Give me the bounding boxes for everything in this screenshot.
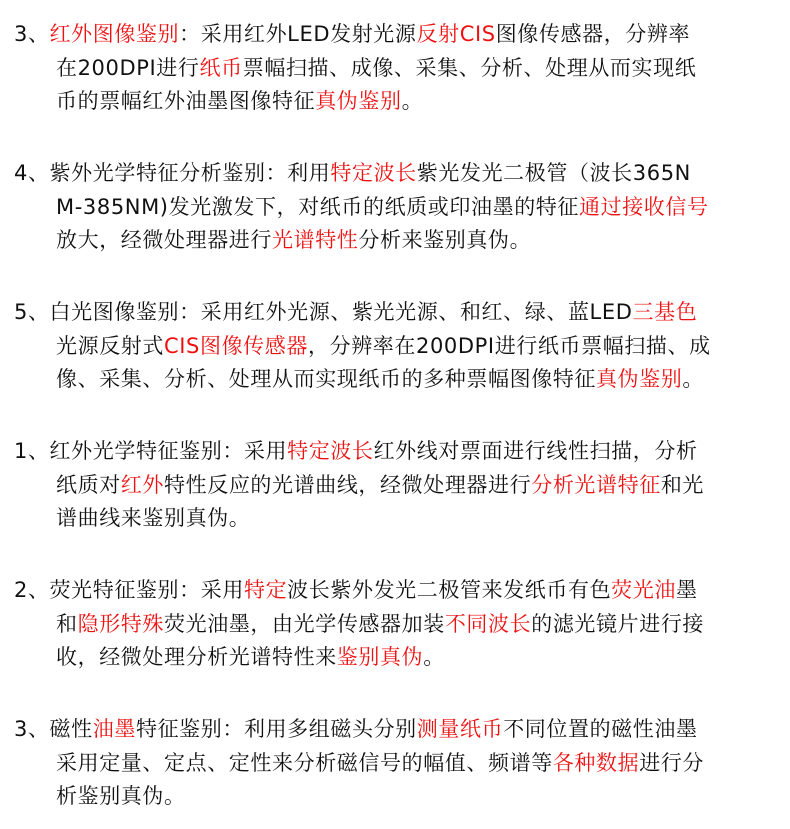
highlighted-text: 通过接收信号 [579,194,709,219]
body-text: 票幅扫描、成像、采集、分析、处理从而实现纸 [242,55,697,80]
highlighted-text: 红外图像鉴别 [49,22,180,46]
highlighted-text: 纸币 [199,55,243,80]
text-line [14,85,782,119]
highlighted-text: 分析光谱特征 [531,472,661,497]
highlighted-text: 荧光油 [611,578,676,602]
body-text: 。 [401,89,424,113]
highlighted-text: 特定波长 [287,439,374,463]
text-line [14,52,782,86]
body-text: 和 [56,611,78,636]
text-line [14,296,782,330]
text-line [14,469,782,503]
highlighted-text: 真伪鉴别 [596,367,683,391]
text-line [14,502,782,536]
text-line [14,713,782,747]
body-text: 币的票幅红外油墨图像特征 [56,89,316,113]
body-text: 紫光发光二极管（波长365N [416,161,691,185]
body-text: 放大，经微处理器进行 [56,228,272,252]
body-text: ：采用红外LED发射光源 [179,22,417,46]
section-ultraviolet-optical [14,157,782,258]
body-text: 收，经微处理分析光谱特性来 [56,645,337,669]
text-line [14,435,782,469]
body-text: 分析来鉴别真伪。 [358,228,532,252]
body-text: 3、 [14,22,50,46]
text-line [14,641,782,675]
text-line [14,157,782,191]
section-infrared-optical [14,435,782,536]
text-line [14,780,782,814]
body-text: M-385NM)发光激发下，对纸币的纸质或印油墨的特征 [56,194,579,219]
highlighted-text: 油墨 [92,717,136,741]
body-text: 荧光油墨，由光学传感器加装 [164,611,445,636]
text-line [14,747,782,781]
body-text: 和光 [660,472,705,497]
highlighted-text: 不同波长 [444,611,532,636]
body-text: 纸质对 [56,472,121,497]
text-line [14,18,782,52]
body-text: 墨 [675,578,698,602]
body-text: 不同位置的磁性油墨 [503,717,698,741]
highlighted-text: 特定 [243,578,288,602]
body-text: 析鉴别真伪。 [56,784,186,808]
text-line [14,574,782,608]
body-text: 的滤光镜片进行接 [531,611,705,636]
text-line [14,191,782,225]
text-line [14,608,782,642]
body-text: 3、磁性 [14,717,93,741]
body-text: 特征鉴别：利用多组磁头分别 [135,717,417,741]
section-red-infrared-image [14,18,782,119]
body-text: 1、红外光学特征鉴别：采用 [14,439,288,463]
body-text: 4、紫外光学特征分析鉴别：利用 [14,161,331,185]
text-line [14,363,782,397]
highlighted-text: 特定波长 [330,161,417,185]
highlighted-text: 测量纸币 [416,717,504,741]
body-text: 。 [682,367,705,391]
body-text: 特性反应的光谱曲线，经微处理器进行 [164,472,532,497]
body-text: 在200DPI进行 [56,55,200,80]
body-text: 采用定量、定点、定性来分析磁信号的幅值、频谱等 [56,750,553,775]
highlighted-text: 各种数据 [552,750,640,775]
highlighted-text: 隐形特殊 [77,611,165,636]
body-text: 红外线对票面进行线性扫描，分析 [373,439,698,463]
highlighted-text: 光谱特性 [272,228,359,252]
body-text: 波长紫外发光二极管来发纸币有色 [287,578,612,602]
text-line [14,330,782,364]
highlighted-text: 真伪鉴别 [315,89,402,113]
body-text: 光源反射式 [56,333,164,358]
body-text: 图像传感器，分辨率 [495,22,691,46]
body-text: 进行分 [639,750,705,775]
highlighted-text: 红外 [120,472,165,497]
body-text: 。 [423,645,445,669]
section-fluorescence [14,574,782,675]
body-text: 5、白光图像鉴别：采用红外光源、紫光光源、和红、绿、蓝LED [14,300,633,324]
body-text: 2、荧光特征鉴别：采用 [14,578,244,602]
section-magnetic-ink [14,713,782,814]
section-white-light-image [14,296,782,397]
body-text: 像、采集、分析、处理从而实现纸币的多种票幅图像特征 [56,367,596,391]
highlighted-text: CIS图像传感器 [164,333,308,358]
body-text: 谱曲线来鉴别真伪。 [56,506,251,530]
text-line [14,224,782,258]
body-text: ，分辨率在200DPI进行纸币票幅扫描、成 [308,333,711,358]
highlighted-text: 反射CIS [416,22,496,46]
highlighted-text: 三基色 [632,300,698,324]
highlighted-text: 鉴别真伪 [336,645,424,669]
